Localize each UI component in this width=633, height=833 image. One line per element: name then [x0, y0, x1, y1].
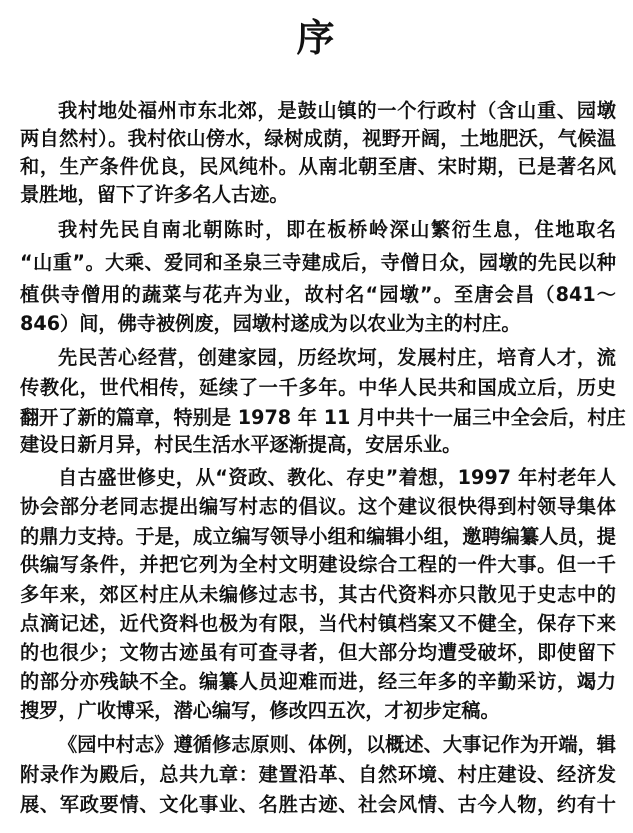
- text-line: 846）间，佛寺被例废，园墩村遂成为以农业为主的村庄。: [20, 312, 521, 335]
- text-line: 的部分亦残缺不全。编纂人员迎难而进，经三年多的辛勤采访，竭力: [20, 670, 616, 693]
- text-line: 我村地处福州市东北郊，是鼓山镇的一个行政村（含山重、园墩: [58, 99, 616, 122]
- text-line: 协会部分老同志提出编写村志的倡议。这个建议很快得到村领导集体: [20, 495, 616, 518]
- text-line: 翻开了新的篇章，特别是 1978 年 11 月中共十一届三中全会后，村庄: [20, 406, 626, 429]
- text-line: 点滴记述，近代资料也极为有限，当代村镇档案又不健全，保存下来: [20, 612, 616, 635]
- text-line: 附录作为殿后，总共九章：建置沿革、自然环境、村庄建设、经济发: [20, 763, 616, 786]
- text-line: 搜罗，广收博采，潜心编写，修改四五次，才初步定稿。: [20, 699, 500, 722]
- text-line: 供编写条件，并把它列为全村文明建设综合工程的一件大事。但一千: [20, 553, 616, 576]
- text-line: 景胜地，留下了许多名人古迹。: [20, 183, 289, 206]
- text-line: 先民苦心经营，创建家园，历经坎坷，发展村庄，培育人才，流: [58, 346, 616, 369]
- text-line: 传教化，世代相传，延续了一千多年。中华人民共和国成立后，历史: [20, 376, 616, 399]
- text-line: 建设日新月异，村民生活水平逐渐提高，安居乐业。: [20, 433, 462, 456]
- text-line: 的也很少；文物古迹虽有可查寻者，但大部分均遭受破坏，即使留下: [20, 641, 616, 664]
- text-line: 多年来，郊区村庄从未编修过志书，其古代资料亦只散见于史志中的: [20, 583, 616, 606]
- text-line: 《园中村志》遵循修志原则、体例，以概述、大事记作为开端，辑: [58, 733, 616, 756]
- text-line: 我村先民自南北朝陈时，即在板桥岭深山繁衍生息，住地取名: [58, 218, 616, 241]
- text-line: 和，生产条件优良，民风纯朴。从南北朝至唐、宋时期，已是著名风: [20, 155, 616, 178]
- text-line: “山重”。大乘、爱同和圣泉三寺建成后，寺僧日众，园墩的先民以种: [20, 251, 616, 274]
- page-title: 序: [296, 15, 337, 60]
- text-line: 两自然村）。我村依山傍水，绿树成荫，视野开阔，土地肥沃，气候温: [20, 127, 616, 150]
- text-line: 的鼎力支持。于是，成立编写领导小组和编辑小组，邀聘编纂人员，提: [20, 525, 616, 548]
- text-line: 展、军政要情、文化事业、名胜古迹、社会风情、古今人物，约有十: [20, 793, 616, 816]
- text-line: 植供寺僧用的蔬菜与花卉为业，故村名“园墩”。至唐会昌（841～: [20, 283, 616, 306]
- text-line: 自古盛世修史，从“资政、教化、存史”着想，1997 年村老年人: [58, 466, 616, 489]
